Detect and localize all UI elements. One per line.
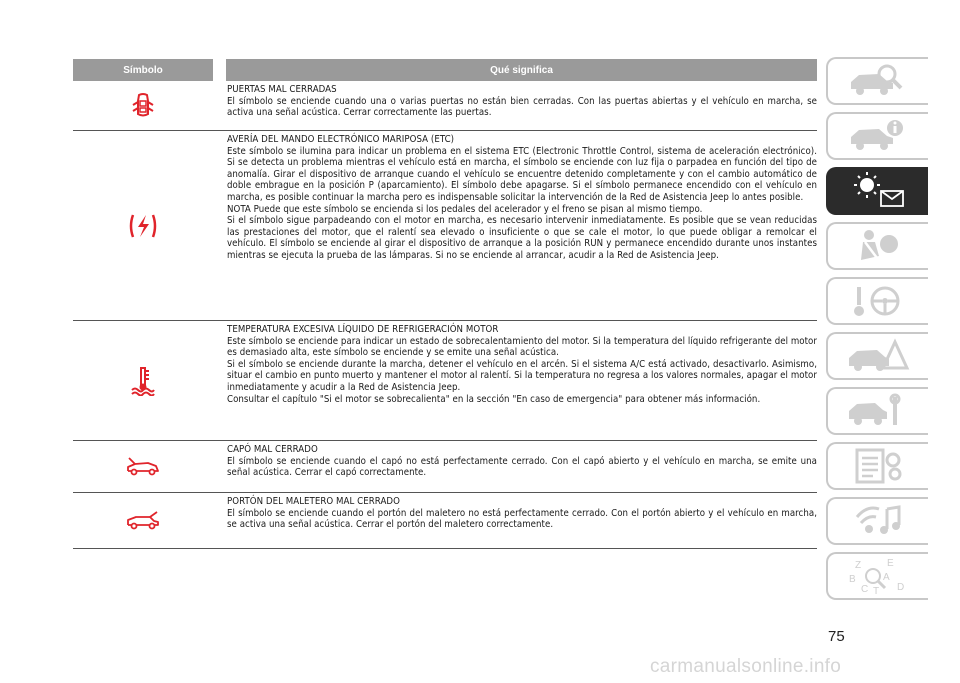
- tab-car-search[interactable]: [826, 57, 928, 105]
- table-row: [73, 493, 817, 549]
- tab-car-info[interactable]: [826, 112, 928, 160]
- tab-maintenance[interactable]: [826, 387, 928, 435]
- tab-safety[interactable]: [826, 222, 928, 270]
- row-description: El símbolo se enciende cuando el capó no está perfectamente cerrado. Con el capó abierto y el vehículo en marcha, se emite una señal acústica. Cerrar el capó correctamente.: [227, 455, 817, 479]
- page-number: 75: [828, 628, 845, 645]
- coolant-temperature-icon: [130, 366, 156, 396]
- liftgate-open-icon: [126, 511, 160, 531]
- electronic-throttle-icon: [128, 212, 158, 240]
- svg-text:B: B: [849, 574, 856, 585]
- svg-text:A: A: [883, 572, 890, 583]
- row-description: Este símbolo se ilumina para indicar un problema en el sistema ETC (Electronic Throttle Control, sistema de aceleración electrónico). Si se detecta un problema mientras el vehículo está en marcha, el símbolo se enciende con luz fija o parpadea en función del tipo de anomalía. Girar el dispositivo de arranque cuando el vehículo se encuentre detenido completamente y con el cambio automático de doble embrague en la posición P (aparcamiento). El símbolo debe apagarse. Si el símbolo permanece encendido con el vehículo en marcha, es posible continuar la marcha pero es indispensable solicitar la intervención de la Red de Asistencia Jeep lo antes posible.: [227, 145, 817, 203]
- row-title: PORTÓN DEL MALETERO MAL CERRADO: [227, 496, 400, 507]
- tab-multimedia[interactable]: [826, 497, 928, 545]
- tab-starting-driving[interactable]: [826, 277, 928, 325]
- tab-index[interactable]: [826, 552, 928, 600]
- row-note: NOTA Puede que este símbolo se encienda si los pedales del acelerador y el freno se pisan al mismo tiempo.: [227, 203, 703, 215]
- row-title: PUERTAS MAL CERRADAS: [227, 84, 337, 95]
- header-meaning: Qué significa: [490, 64, 553, 76]
- car-doors-open-icon: [131, 92, 155, 120]
- warning-lights-messages-icon: [843, 171, 913, 211]
- row-title: TEMPERATURA EXCESIVA LÍQUIDO DE REFRIGERACIÓN MOTOR: [227, 324, 499, 335]
- car-emergency-icon: [843, 336, 913, 376]
- watermark: carmanualsonline.info: [650, 656, 842, 677]
- car-info-icon: [843, 116, 913, 156]
- tab-warning-lights[interactable]: [826, 167, 928, 215]
- table-row: [73, 131, 817, 321]
- index-icon: [843, 556, 913, 596]
- technical-data-icon: [843, 446, 913, 486]
- key-steering-icon: [843, 281, 913, 321]
- table-header: [73, 59, 817, 81]
- car-search-icon: [843, 61, 913, 101]
- row-extra: Si el símbolo sigue parpadeando con el motor en marcha, es necesario intervenir inmediatamente. Es posible que se vean reducidas las prestaciones del motor, que el ralentí sea elevado o insuficiente o que se cale el motor, lo que puede obligar a remolcar el vehículo. El símbolo se enciende al girar el dispositivo de arranque a la posición RUN y permanece encendido durante unos instantes mientras se ejecuta la prueba de las lámparas. Si no se enciende al arrancar, acudir a la Red de Asistencia Jeep.: [227, 215, 817, 261]
- svg-text:E: E: [887, 558, 894, 569]
- svg-text:D: D: [897, 582, 905, 593]
- row-extra: Si el símbolo se enciende durante la marcha, detener el vehículo en el arcén. Si el sistema A/C está activado, desactivarlo. Asimismo, situar el cambio en punto muerto y mantener el motor al ralentí. Si la temperatura no regresa a los valores normales, apagar el motor inmediatamente y acudir a la Red de Asistencia Jeep.: [227, 358, 817, 393]
- row-description: Este símbolo se enciende para indicar un estado de sobrecalentamiento del motor. Si la temperatura del líquido refrigerante del motor es demasiado alta, este símbolo se enciende y se emite una señal acústica.: [227, 335, 817, 359]
- svg-text:Z: Z: [855, 560, 862, 571]
- row-title: AVERÍA DEL MANDO ELECTRÓNICO MARIPOSA (ETC): [227, 134, 455, 145]
- chapter-sidebar: [826, 57, 928, 607]
- row-description: El símbolo se enciende cuando una o varias puertas no están bien cerradas. Con las puertas abiertas y el vehículo en marcha, se activa una señal acústica. Cerrar correctamente las puertas.: [227, 95, 817, 119]
- svg-text:C: C: [861, 584, 869, 595]
- row-note: Consultar el capítulo "Si el motor se sobrecalienta" en la sección "En caso de emergencia" para obtener más información.: [227, 393, 761, 405]
- multimedia-icon: [843, 501, 913, 541]
- tab-emergency[interactable]: [826, 332, 928, 380]
- table-row: [73, 321, 817, 441]
- tab-technical-data[interactable]: [826, 442, 928, 490]
- row-description: El símbolo se enciende cuando el portón del maletero no está perfectamente cerrado. Con el portón abierto y el vehículo en marcha, se activa una señal acústica. Cerrar el portón del maletero correctamente.: [227, 507, 817, 531]
- car-maintenance-icon: [843, 391, 913, 431]
- warning-lights-table: [73, 59, 817, 549]
- table-row: [73, 81, 817, 131]
- table-row: [73, 441, 817, 493]
- header-symbol: Símbolo: [123, 64, 163, 76]
- airbag-seatbelt-icon: [843, 226, 913, 266]
- hood-open-icon: [126, 457, 160, 477]
- svg-text:T: T: [873, 586, 880, 596]
- row-title: CAPÓ MAL CERRADO: [227, 444, 318, 455]
